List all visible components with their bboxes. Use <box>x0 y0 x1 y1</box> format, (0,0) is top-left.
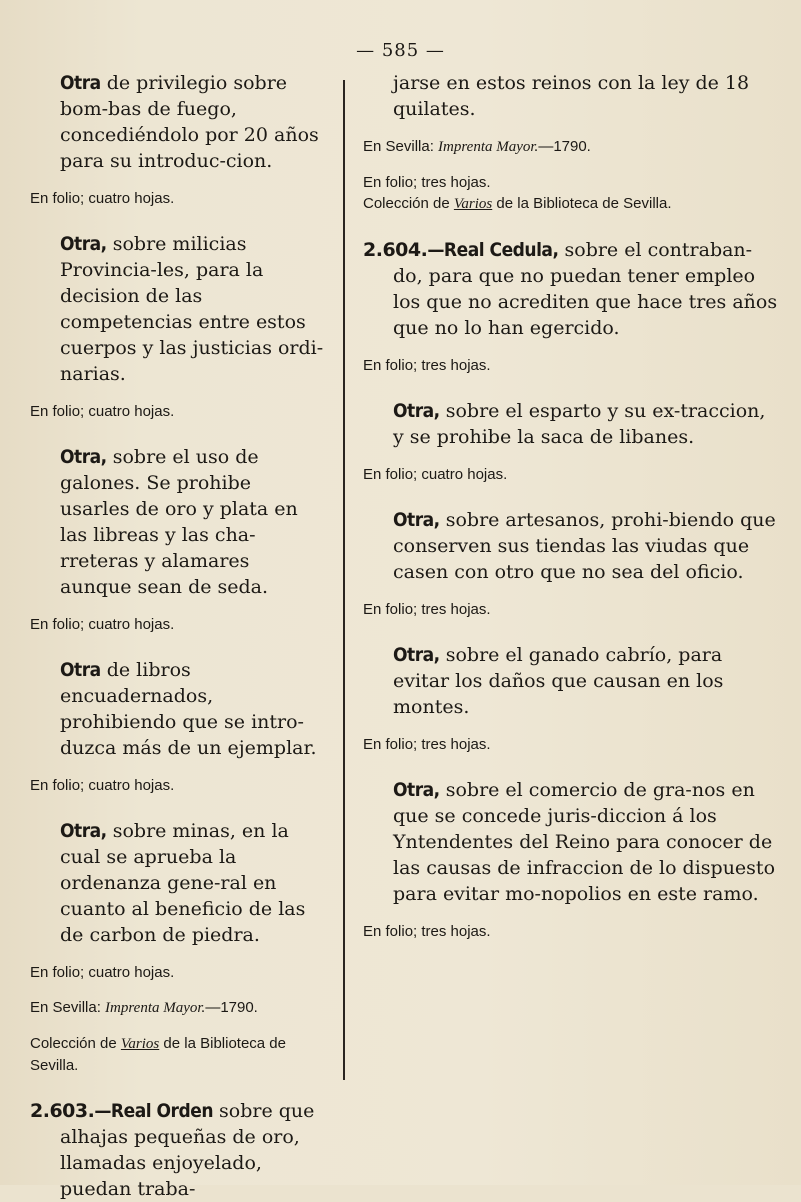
entry-keyword: Otra, <box>60 446 107 468</box>
collection-pre: Colección de <box>30 1035 117 1052</box>
entry-keyword: Otra, <box>60 820 107 842</box>
entry-text: sobre el ganado cabrío, para evitar los daños que causan en los montes. <box>393 644 724 718</box>
entry-otra-bombas <box>30 70 325 174</box>
entry-imprint <box>30 997 325 1019</box>
entry-keyword: Otra, <box>60 233 107 255</box>
entry-keyword: —Real Cedula, <box>427 239 559 261</box>
entry-otra-artesanos <box>363 507 778 585</box>
entry-otra-galones <box>30 444 325 600</box>
entry-number: 2.603. <box>30 1100 95 1122</box>
entry-keyword: Otra, <box>393 779 440 801</box>
entry-text: de privilegio sobre bom-bas de fuego, concediéndolo por 20 años para su introduc-cion. <box>60 72 319 172</box>
entry-keyword: Otra <box>60 72 101 94</box>
entry-2603 <box>30 1098 325 1202</box>
entry-text: sobre milicias Provincia-les, para la decision de las competencias entre estos cuerpos y las justicias ordi-narias. <box>60 233 324 385</box>
entry-text: sobre artesanos, prohi-biendo que conserven sus tiendas las viudas que casen con otro que no sea del oficio. <box>393 509 776 583</box>
collection-post: de la Biblioteca de Sevilla. <box>30 1035 286 1074</box>
entry-2603-continued <box>363 70 778 122</box>
entry-otra-esparto <box>363 398 778 450</box>
entry-text: sobre el uso de galones. Se prohibe usarles de oro y plata en las libreas y las cha-rreteras y alamares aunque sean de seda. <box>60 446 298 598</box>
entry-format-note: En folio; cuatro hojas. <box>30 616 175 633</box>
page-number: — 585 — <box>356 40 445 61</box>
entry-keyword: —Real Orden <box>94 1100 213 1122</box>
entry-keyword: Otra, <box>393 400 440 422</box>
entry-otra-ganado <box>363 642 778 720</box>
entry-text: de libros encuadernados, prohibiendo que se intro-duzca más de un ejemplar. <box>60 659 317 759</box>
entry-otra-minas <box>30 818 325 948</box>
imprint-year: —1790. <box>538 138 591 155</box>
entry-format-note: En folio; cuatro hojas. <box>30 777 175 794</box>
imprint-printer: Imprenta Mayor. <box>105 1000 206 1016</box>
entry-text: sobre que alhajas pequeñas de oro, llamadas enjoyelado, puedan traba- <box>60 1100 315 1200</box>
entry-2604 <box>363 237 778 341</box>
entry-text: sobre el contraban-do, para que no puedan tener empleo los que no acrediten que hace tres años que no lo han egercido. <box>393 239 778 339</box>
entry-text: sobre minas, en la cual se aprueba la ordenanza gene-ral en cuanto al beneficio de las de carbon de piedra. <box>60 820 306 946</box>
entry-collection <box>30 1033 325 1076</box>
imprint-place: En Sevilla: <box>30 999 101 1016</box>
entry-format-note: En folio; cuatro hojas. <box>30 190 175 207</box>
entry-text: sobre el esparto y su ex-traccion, y se prohibe la saca de libanes. <box>393 400 766 448</box>
entry-format-note: En folio; tres hojas. <box>363 601 491 618</box>
entry-format-note: En folio; cuatro hojas. <box>30 964 175 981</box>
collection-post: de la Biblioteca de Sevilla. <box>496 195 672 212</box>
imprint-year: —1790. <box>205 999 258 1016</box>
entry-otra-granos <box>363 777 778 907</box>
entry-format-note: En folio; cuatro hojas. <box>363 466 508 483</box>
collection-name: Varios <box>453 196 493 212</box>
entry-text: jarse en estos reinos con la ley de 18 quilates. <box>393 72 750 120</box>
entry-keyword: Otra, <box>393 509 440 531</box>
imprint-printer: Imprenta Mayor. <box>438 139 539 155</box>
entry-collection <box>363 193 778 215</box>
right-column <box>363 70 778 942</box>
entry-keyword: Otra, <box>393 644 440 666</box>
entry-format-note: En folio; tres hojas. <box>363 174 491 191</box>
column-divider <box>343 80 345 1080</box>
left-column <box>30 70 325 1202</box>
imprint-place: En Sevilla: <box>363 138 434 155</box>
entry-keyword: Otra <box>60 659 101 681</box>
entry-otra-milicias <box>30 231 325 387</box>
collection-pre: Colección de <box>363 195 450 212</box>
entry-imprint <box>363 136 778 158</box>
entry-format-note: En folio; tres hojas. <box>363 357 491 374</box>
entry-format-note: En folio; tres hojas. <box>363 736 491 753</box>
entry-format-note: En folio; cuatro hojas. <box>30 403 175 420</box>
entry-format-note: En folio; tres hojas. <box>363 923 491 940</box>
entry-text: sobre el comercio de gra-nos en que se concede juris-diccion á los Yntendentes del Reino para conocer de las causas de infraccion de lo dispuesto para evitar mo-nopolios en este ramo. <box>393 779 776 905</box>
entry-number: 2.604. <box>363 239 428 261</box>
collection-name: Varios <box>120 1036 160 1052</box>
entry-otra-libros <box>30 657 325 761</box>
